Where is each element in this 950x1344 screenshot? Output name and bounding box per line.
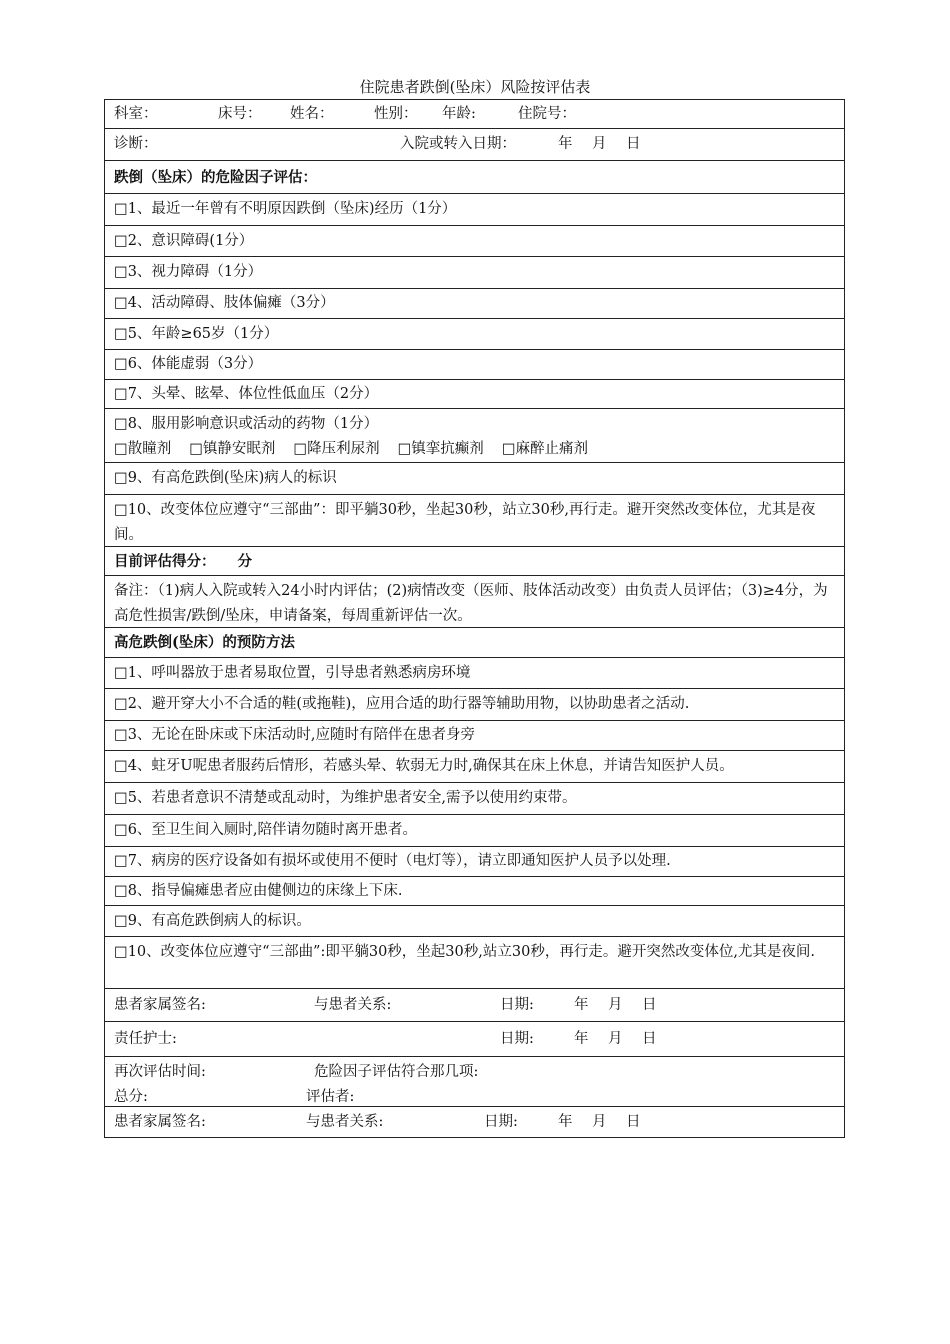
admit-date-field[interactable]: 入院或转入日期： [400,136,516,152]
sign-date-field[interactable]: 日期: [500,996,534,1013]
inpatient-no-field[interactable]: 住院号： [518,105,576,122]
relation-field-2[interactable]: 与患者关系: [306,1113,384,1130]
risk-item-9[interactable]: □9、有高危跌倒(坠床)病人的标识 [105,462,844,494]
risk-item-6[interactable]: □6、体能虚弱（3分） [105,349,844,379]
form-title: 住院患者跌倒(坠床）风险按评估表 [359,78,591,96]
total-score-field[interactable]: 总分: [114,1089,148,1105]
drug-option-antihypertensive[interactable]: □降压利尿剂 [293,441,380,457]
diagnosis-row [105,128,844,160]
admit-month: 月 [592,136,607,152]
drug-option-analgesic[interactable]: □麻醉止痛剂 [501,441,589,457]
nurse-month: 月 [608,1030,623,1047]
nurse-field[interactable]: 责任护士: [114,1030,177,1047]
score-row [105,546,844,575]
prevention-item-3[interactable]: □3、无论在卧床或下床活动时,应随时有陪伴在患者身旁 [105,720,844,750]
risk-item-10[interactable]: □10、改变体位应遵守“三部曲”：即平躺30秒，坐起30秒，站立30秒,再行走。避开突然改变体位，尤其是夜间。 [105,494,844,546]
sign-day: 日 [642,996,657,1013]
risk-item-4[interactable]: □4、活动障碍、肢体偏瘫（3分） [105,288,844,318]
risk-item-8 [105,408,844,462]
risk-item-8-label[interactable]: □8、服用影响意识或活动的药物（1分） [114,416,379,432]
sign-month-2: 月 [592,1113,607,1130]
name-field[interactable]: 姓名： [290,105,334,122]
sign-month: 月 [608,996,623,1013]
score-unit: 分 [237,552,252,570]
prevention-item-8[interactable]: □8、指导偏瘫患者应由健侧边的床缘上下床. [105,876,844,905]
prevention-item-5[interactable]: □5、若患者意识不清楚或乱动时，为维护患者安全,需予以使用约束带。 [105,782,844,814]
drug-option-anticonvulsant[interactable]: □镇挛抗癫剂 [397,441,484,457]
prevention-item-9[interactable]: □9、有高危跌倒病人的标识。 [105,905,844,936]
nurse-year: 年 [574,1030,589,1047]
drug-options [114,437,835,462]
prevention-heading: 高危跌倒(坠床）的预防方法 [105,627,844,657]
prevention-item-4[interactable]: □4、蛀牙U呢患者服药后情形，若感头晕、软弱无力时,确保其在床上休息，并请告知医护人员。 [105,750,844,782]
bed-field[interactable]: 床号： [218,105,262,122]
age-field[interactable]: 年龄: [442,105,476,122]
risk-heading: 跌倒（坠床）的危险因子评估： [105,160,844,193]
reassess-time-field[interactable]: 再次评估时间: [114,1064,206,1080]
dept-field[interactable]: 科室： [114,105,158,122]
reassess-row [105,1056,844,1106]
admit-year: 年 [558,136,573,152]
prevention-item-10[interactable]: □10、改变体位应遵守“三部曲”:即平躺30秒，坐起30秒,站立30秒，再行走。避开突然改变体位,尤其是夜间. [105,936,844,988]
prevention-item-6[interactable]: □6、至卫生间入厕时,陪伴请勿随时离开患者。 [105,814,844,846]
admit-day: 日 [626,136,641,152]
patient-info-row [105,100,844,128]
nurse-day: 日 [642,1030,657,1047]
score-label: 目前评估得分： [114,552,216,570]
relation-field[interactable]: 与患者关系: [314,996,392,1013]
note-text: 备注：（1)病人入院或转入24小时内评估；(2)病情改变（医师、肢体活动改变）由负责人员评估；（3)≥4分，为高危性损害/跌倒/坠床，申请备案，每周重新评估一次。 [105,575,844,627]
sign-year-2: 年 [558,1113,573,1130]
family-sign-row [105,988,844,1021]
sign-year: 年 [574,996,589,1013]
risk-item-2[interactable]: □2、意识障碍(1分） [105,225,844,256]
prevention-item-7[interactable]: □7、病房的医疗设备如有损坏或使用不便时（电灯等），请立即通知医护人员予以处理. [105,846,844,876]
drug-option-sedative[interactable]: □镇静安眠剂 [189,441,276,457]
nurse-date-field[interactable]: 日期: [500,1030,534,1047]
nurse-row [105,1021,844,1056]
risk-item-3[interactable]: □3、视力障碍（1分） [105,256,844,288]
sign-date-field-2[interactable]: 日期: [484,1113,518,1130]
diagnosis-field[interactable]: 诊断： [114,136,158,152]
prevention-item-2[interactable]: □2、避开穿大小不合适的鞋(或拖鞋)，应用合适的助行器等辅助用物，以协助患者之活动. [105,688,844,720]
risk-item-7[interactable]: □7、头晕、眩晕、体位性低血压（2分） [105,379,844,408]
sign-day-2: 日 [626,1113,641,1130]
family-sign-field-2[interactable]: 患者家属签名: [114,1113,206,1130]
assessor-field[interactable]: 评估者: [306,1089,355,1105]
assessment-form [104,99,845,1138]
risk-item-5[interactable]: □5、年龄≥65岁（1分） [105,318,844,349]
family-sign-row-2 [105,1106,844,1137]
risk-item-1[interactable]: □1、最近一年曾有不明原因跌倒（坠床)经历（1分） [105,193,844,225]
prevention-item-1[interactable]: □1、呼叫器放于患者易取位置，引导患者熟悉病房环境 [105,657,844,688]
risk-count-field[interactable]: 危险因子评估符合那几项: [314,1064,479,1080]
family-sign-field[interactable]: 患者家属签名: [114,996,206,1013]
drug-option-mydriatic[interactable]: □散瞳剂 [114,441,172,457]
sex-field[interactable]: 性别： [374,105,418,122]
